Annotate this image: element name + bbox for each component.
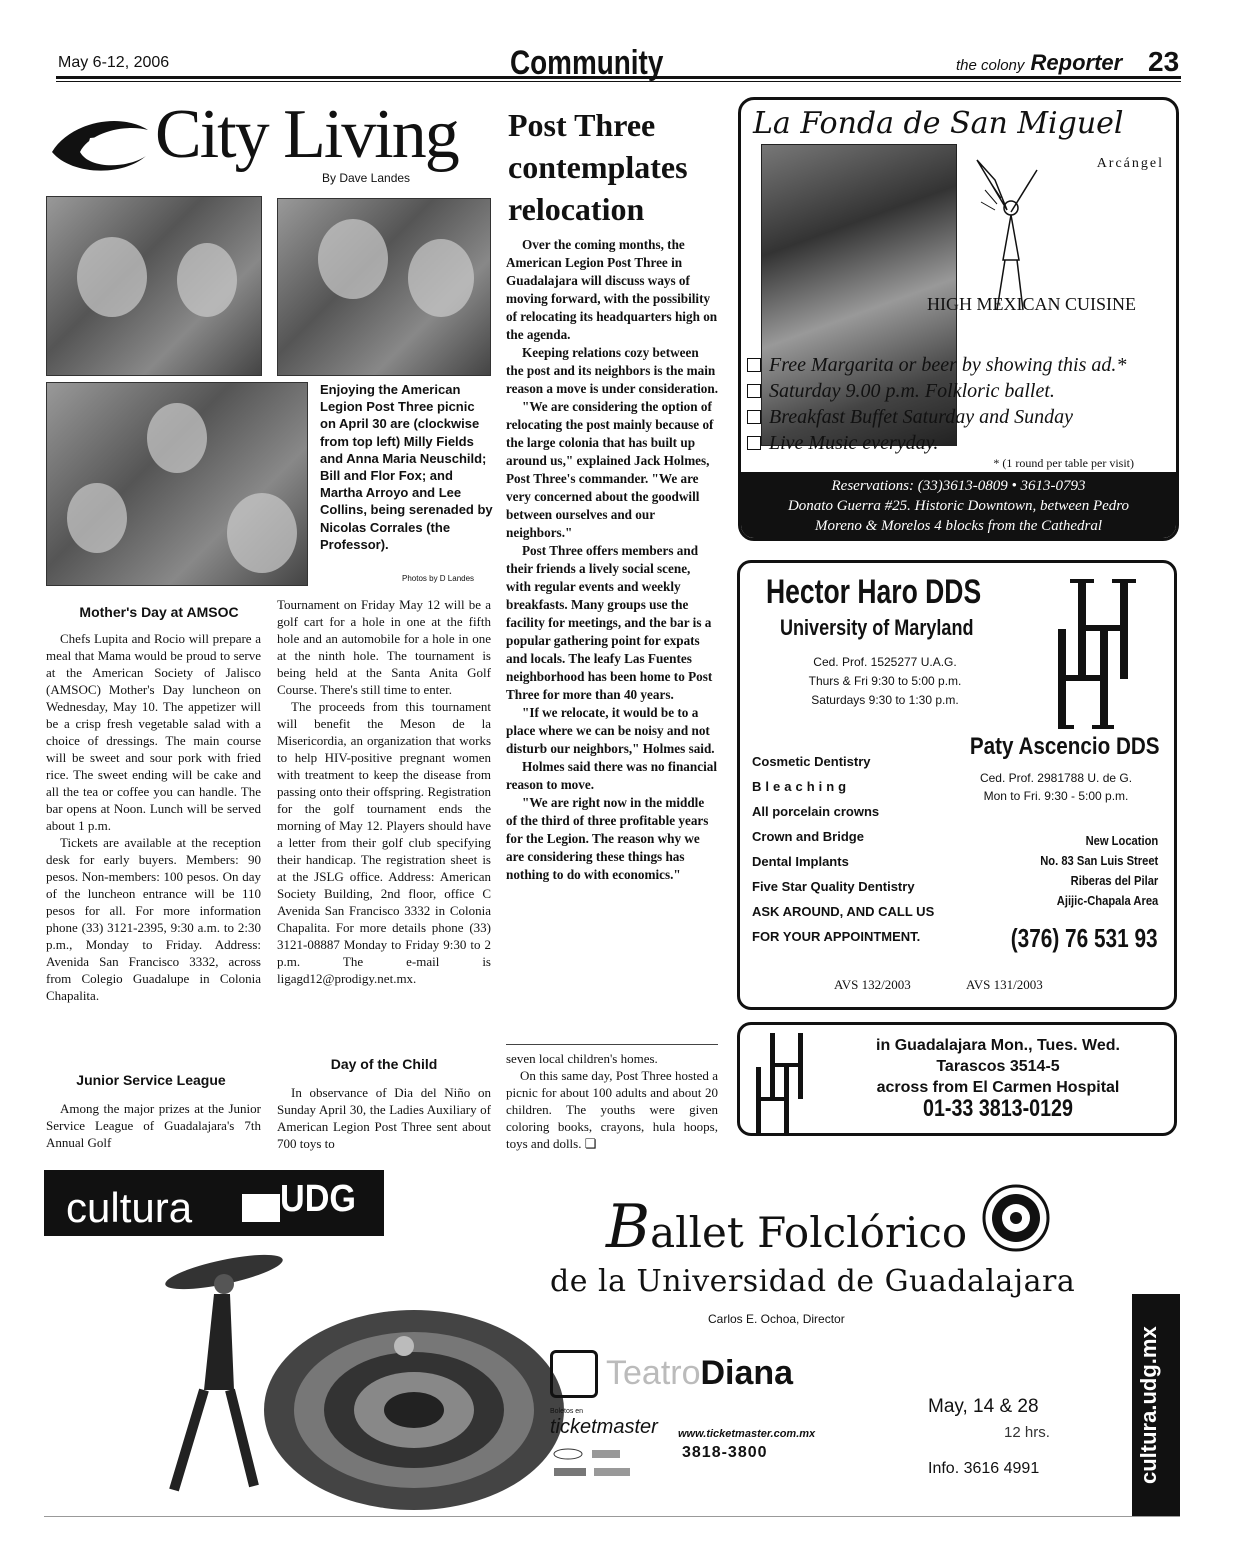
service-item: Dental Implants [752, 854, 849, 869]
show-time: 12 hrs. [1004, 1424, 1050, 1441]
location-line: Riberas del Pilar [1070, 873, 1158, 888]
paragraph: Tickets are available at the reception desk for early buyers. Members: 90 pesos. Non-members: 100 pesos. On day of the luncheon entrance will be 110 pesos for all. For more information phone (33) 3121-2395, 9:30 a.m. to 2:30 p.m., Monday to Friday. Address: Avenida San Francisco 3332, across from Colegio Guadalupe in Colonia Chapalita. [46, 835, 261, 1003]
column-title: City Living [155, 96, 458, 173]
page-number: 23 [1148, 46, 1180, 77]
dental-phone: (376) 76 531 93 [1011, 923, 1158, 953]
checkbox-icon [747, 384, 761, 398]
article-mothers-day [46, 630, 261, 1004]
subhead-day-of-child: Day of the Child [330, 1056, 438, 1072]
paragraph: The proceeds from this tournament will benefit the Meson de la Misericordia, an organization that works to help HIV-positive pregnant women with treatment to keep the disease from passing onto their offspring. Registration for the golf tournament ends the morning of May 12. Players should have a letter from their golf club specifying their handicap. The registration sheet is at the JSLG office. Address: American Society Building, 2nd floor, office C Avenida San Francisco 3332 in Colonia Chapalita. For more details phone (33) 3121-08887 Monday to Friday 9:30 to 2 p.m. The e-mail is ligagd12@prodigy.net.mx. [277, 699, 491, 986]
offer-item [747, 352, 1126, 378]
ad-guadalajara-office [737, 1022, 1177, 1136]
location-line: New Location [1085, 833, 1158, 848]
offer-text: Saturday 9.00 p.m. Folkloric ballet. [769, 380, 1055, 402]
service-item: FOR YOUR APPOINTMENT. [752, 929, 921, 944]
paragraph: Keeping relations cozy between the post and its neighbors is the main reason a move is under consideration. [506, 345, 718, 396]
info-line: Ced. Prof. 2981788 U. de G. [979, 771, 1133, 785]
ticketmaster-phone: 3818-3800 [682, 1444, 768, 1461]
dentist-info-1 [790, 653, 980, 710]
post-three-article [506, 236, 718, 884]
bottom-rule [44, 1516, 1180, 1517]
info-line: Ced. Prof. 1525277 U.A.G. [813, 655, 957, 669]
byline: By Dave Landes [322, 171, 411, 185]
service-item: Crown and Bridge [752, 829, 864, 844]
paragraph: "If we relocate, it would be to a place where we can be noisy and not disturb our neighbors," Holmes said. [506, 705, 715, 756]
avs-code: AVS 131/2003 [966, 977, 1043, 992]
service-item: Bleaching [752, 779, 851, 794]
paragraph: Holmes said there was no financial reason to move. [506, 759, 718, 792]
paragraph: In observance of Dia del Niño on Sunday April 30, the Ladies Auxiliary of American Legion Post Three sent about 700 toys to [277, 1085, 491, 1151]
checkbox-icon [747, 358, 761, 372]
cultura-word: cultura [66, 1184, 193, 1231]
service-item: ASK AROUND, AND CALL US [752, 904, 935, 919]
reservations: Reservations: (33)3613-0809 • 3613-0793 [831, 478, 1086, 494]
paper-name-main: Reporter [1030, 50, 1123, 75]
info-line: Thurs & Fri 9:30 to 5:00 p.m. [808, 674, 962, 688]
article-divider [506, 1044, 718, 1045]
article-golf [277, 596, 491, 987]
picnic-photo-3 [46, 382, 308, 586]
service-item: Cosmetic Dentistry [752, 754, 871, 769]
offer-item [747, 430, 1126, 456]
paragraph: "We are right now in the middle of the third of three profitable years for the Legion. The reason why we are considering these things has nothing to do with economics." [506, 795, 709, 882]
paragraph: seven local children's homes. [506, 1051, 658, 1066]
dentist-name-2: Paty Ascencio DDS [970, 733, 1160, 760]
ad-fonda-offers [747, 352, 1126, 456]
show-dates: May, 14 & 28 [928, 1396, 1039, 1417]
ticket-label: Boletos en [550, 1408, 584, 1415]
teatro-word: Teatro [606, 1354, 701, 1392]
ad-la-fonda [738, 97, 1179, 541]
location-line: No. 83 San Luis Street [1039, 853, 1158, 868]
ticketmaster-url: www.ticketmaster.com.mx [678, 1428, 816, 1440]
picnic-photo-2 [277, 198, 491, 376]
title-rest: allet Folclórico [650, 1208, 968, 1257]
address-line: Donato Guerra #25. Historic Downtown, between Pedro [787, 498, 1130, 514]
ad-fonda-subtitle: Arcángel [1096, 156, 1164, 171]
paper-name-small: the colony [956, 57, 1025, 74]
offer-item [747, 404, 1126, 430]
gdl-phone: 01-33 3813-0129 [923, 1095, 1073, 1122]
post-three-headline: Post Three contemplates relocation [508, 107, 688, 227]
ballet-seal-icon [982, 1184, 1050, 1252]
header-rule [56, 76, 1181, 82]
paragraph: "We are considering the option of relocating the post mainly because of the large colonia that has built up around us," explained Jack Holmes, Post Three's commander. "We are very concerned about the goodwill between ourselves and our neighbors." [506, 399, 714, 540]
service-item: Five Star Quality Dentistry [752, 879, 915, 894]
logo-block [242, 1194, 280, 1222]
checkbox-icon [747, 410, 761, 424]
ad-dentist [737, 560, 1177, 1010]
paragraph: Among the major prizes at the Junior Service League of Guadalajara's 7th Annual Golf [46, 1101, 261, 1150]
ad-fonda-title: La Fonda de San Miguel [753, 106, 1124, 141]
paragraph: Over the coming months, the American Legion Post Three in Guadalajara will discuss ways of moving forward, with the possibility of relocating its headquarters high on the agenda. [506, 237, 718, 342]
article-junior-league [46, 1100, 261, 1151]
ballet-director: Carlos E. Ochoa, Director [708, 1312, 845, 1326]
dancer-illustration-icon [114, 1250, 574, 1520]
offer-item [747, 378, 1126, 404]
diana-word: Diana [700, 1354, 794, 1392]
info-line: in Guadalajara Mon., Tues. Wed. [876, 1037, 1120, 1054]
section-title: Community [510, 44, 664, 82]
info-phone: Info. 3616 4991 [928, 1460, 1040, 1477]
article-day-of-child [277, 1084, 491, 1152]
paragraph: Tournament on Friday May 12 will be a golf cart for a hole in one at the fifth hole and an automobile for a hole in one at the ninth hole. The tournament is being held at the Santa Anita Golf Course. There's still time to enter. [277, 597, 491, 697]
post-three-continued [506, 1050, 718, 1152]
paragraph: Post Three offers members and their friends a lively social scene, with regular events and weekly breakfasts. Many groups use the facility for meetings, and the bar is a popular gathering point for expats and locals. The leafy Las Fuentes neighborhood has been home to Post Three for more than 40 years. [506, 543, 713, 702]
ballet-subtitle: de la Universidad de Guadalajara [550, 1264, 1076, 1299]
udg-word: UDG [280, 1178, 357, 1220]
photo-caption: Enjoying the American Legion Post Three picnic on April 30 are (clockwise from top left) Milly Fields and Anna Maria Neuschild; Bill and Flor Fox; and Martha Arroyo and Lee Collins, being serenaded by Nicolas Corrales (the Professor). [320, 382, 493, 552]
sponsor-logos-icon [552, 1446, 672, 1482]
title-initial: B [606, 1192, 651, 1262]
paragraph: Chefs Lupita and Rocio will prepare a meal that Mama would be proud to serve at the American Society of Jalisco (AMSOC) Mother's Day luncheon on Wednesday, May 10. The appetizer will be a crisp fresh vegetable salad with a choice of dressings. The main course will be sweet and sour pork with fried rice. The sweet ending will be cake and all the tea or coffee you can handle. The bar opens at Noon. Lunch will be served about 1 p.m. [46, 631, 261, 833]
dental-services [752, 749, 934, 949]
address-line: Moreno & Morelos 4 blocks from the Cathedral [814, 518, 1103, 534]
subhead-mothers-day: Mother's Day at AMSOC [79, 604, 239, 620]
city-living-logo-icon [50, 112, 150, 172]
hh-logo-icon [756, 1033, 816, 1133]
location-line: Ajijic-Chapala Area [1056, 893, 1158, 908]
checkbox-icon [747, 436, 761, 450]
info-line: across from El Carmen Hospital [876, 1079, 1120, 1096]
subhead-junior-league: Junior Service League [76, 1072, 226, 1088]
offer-text: Live Music everyday. [769, 432, 939, 454]
dentist-university: University of Maryland [780, 615, 974, 640]
dentist-name-1: Hector Haro DDS [766, 573, 982, 611]
paragraph-text: On this same day, Post Three hosted a picnic for about 100 adults and about 20 children. The youths were given coloring books, crayons, hula hoops, toys and dolls. [506, 1068, 718, 1151]
dental-location [1040, 831, 1158, 911]
info-line: Tarascos 3514-5 [936, 1058, 1060, 1075]
hh-logo-icon [1058, 579, 1148, 729]
teatro-name [606, 1354, 793, 1393]
service-item: All porcelain crowns [752, 804, 880, 819]
avs-code: AVS 132/2003 [834, 977, 911, 992]
ticketmaster-brand: ticketmaster [550, 1416, 658, 1438]
paper-name [956, 50, 1122, 76]
cultura-udg-logo [44, 1170, 384, 1236]
info-line: Saturdays 9:30 to 1:30 p.m. [811, 693, 959, 707]
picnic-photo-1 [46, 196, 262, 376]
paragraph [506, 1067, 718, 1152]
end-mark-icon: ❏ [584, 1136, 597, 1151]
photo-credit: Photos by D Landes [402, 574, 475, 583]
site-url: cultura.udg.mx [1136, 1326, 1161, 1484]
ballet-title [606, 1192, 967, 1262]
issue-date: May 6-12, 2006 [58, 54, 170, 71]
ad-fonda-cuisine: HIGH MEXICAN CUISINE [927, 294, 1136, 314]
dentist-info-2 [956, 769, 1156, 805]
offer-text: Free Margarita or beer by showing this ad.* [769, 354, 1127, 376]
teatro-box-icon [550, 1350, 598, 1398]
ad-fonda-footer [741, 472, 1176, 541]
ad-ballet-folclorico [44, 1170, 1180, 1518]
offer-text: Breakfast Buffet Saturday and Sunday [769, 406, 1074, 428]
gdl-office-info [828, 1035, 1168, 1122]
info-line: Mon to Fri. 9:30 - 5:00 p.m. [983, 789, 1129, 803]
ad-fonda-note: * (1 round per table per visit) [993, 456, 1134, 470]
